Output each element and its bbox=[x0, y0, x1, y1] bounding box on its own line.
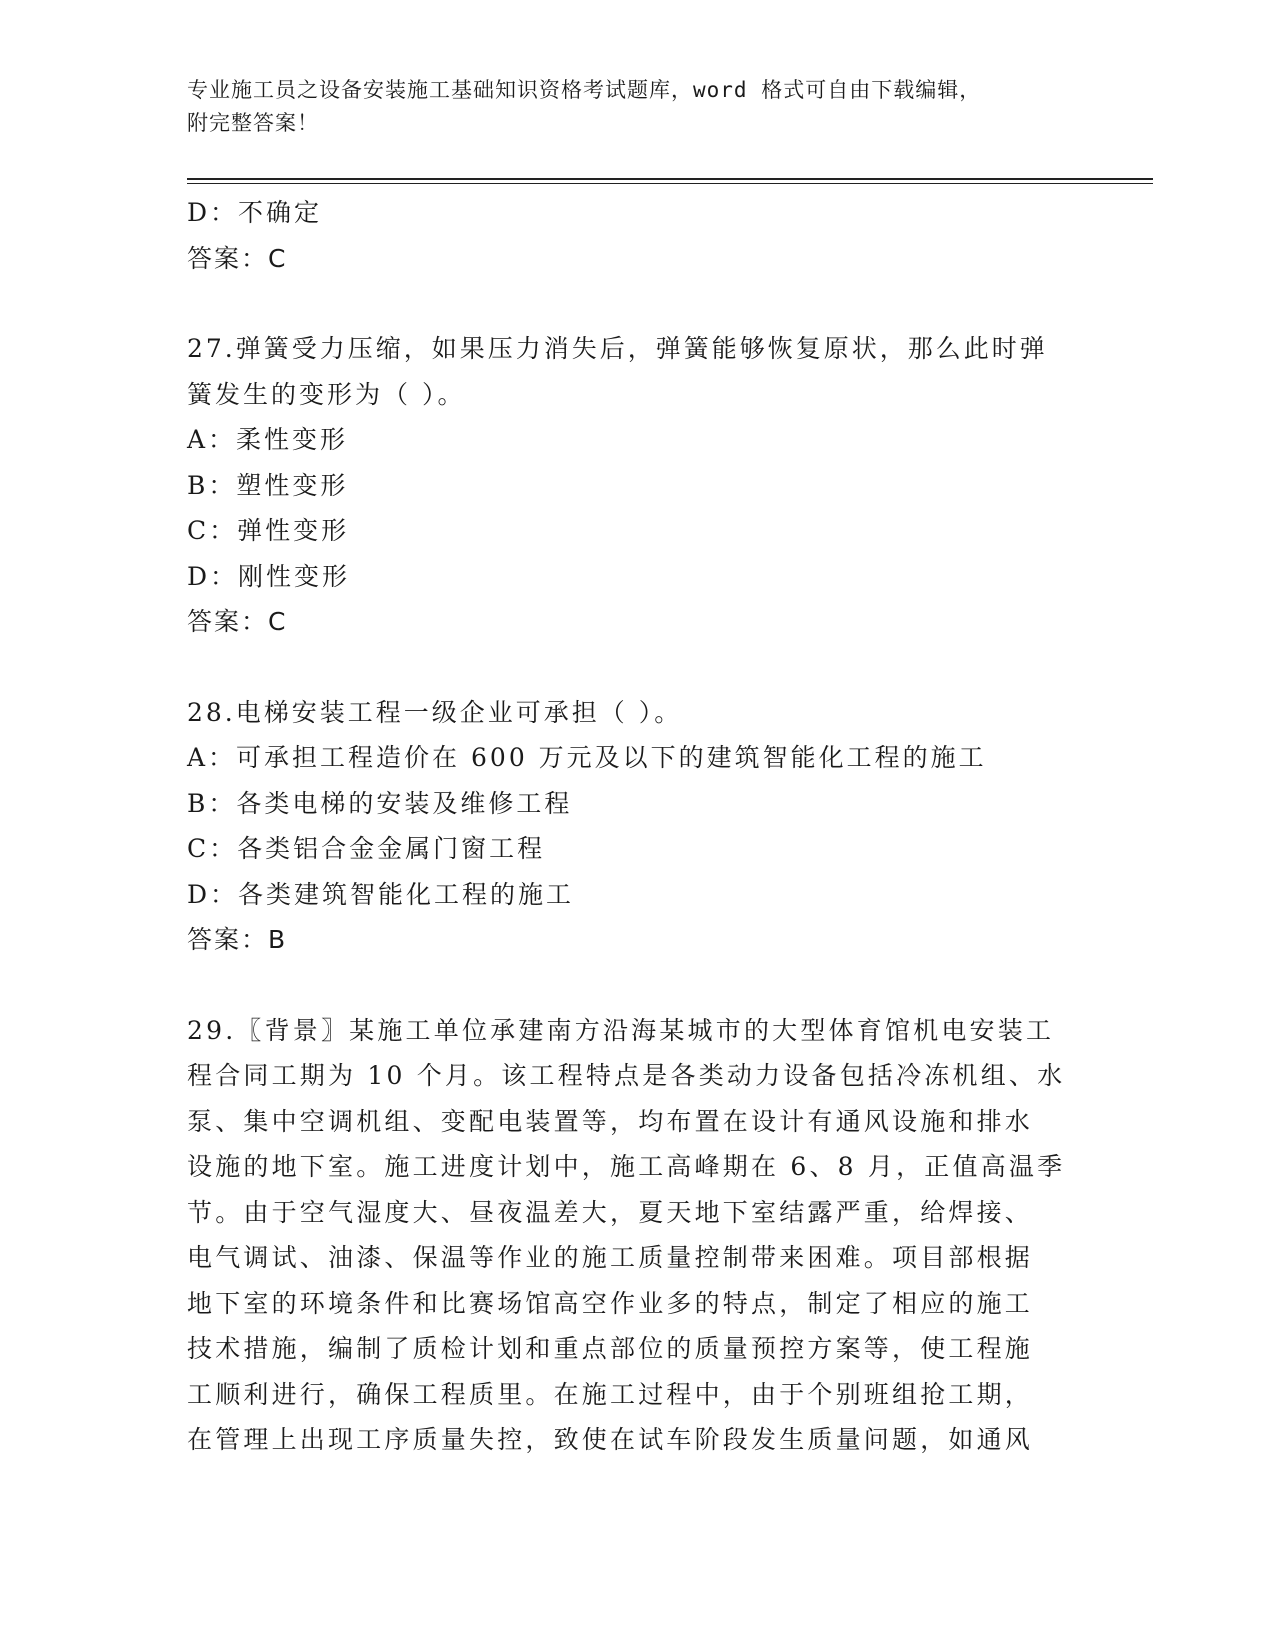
q27-answer: 答案：C bbox=[187, 607, 288, 636]
header-line-2: 附完整答案！ bbox=[187, 111, 319, 135]
q29-line-7: 地下室的环境条件和比赛场馆高空作业多的特点，制定了相应的施工 bbox=[187, 1288, 1034, 1318]
q29-line-2: 程合同工期为 10 个月。该工程特点是各类动力设备包括冷冻机组、水 bbox=[187, 1061, 1066, 1090]
q29-line-3: 泵、集中空调机组、变配电装置等，均布置在设计有通风设施和排水 bbox=[187, 1106, 1034, 1136]
q28-option-d: D：各类建筑智能化工程的施工 bbox=[187, 879, 575, 909]
q29-line-9: 工顺利进行，确保工程质里。在施工过程中，由于个别班组抢工期， bbox=[187, 1379, 1034, 1409]
header-line-1: 专业施工员之设备安装施工基础知识资格考试题库，word 格式可自由下载编辑， bbox=[187, 78, 982, 102]
q29-line-8: 技术措施，编制了质检计划和重点部位的质量预控方案等，使工程施 bbox=[187, 1334, 1034, 1363]
question-28 bbox=[187, 690, 1087, 963]
q28-answer: 答案：B bbox=[187, 925, 288, 954]
header-divider-thick bbox=[187, 178, 1153, 180]
spacer bbox=[187, 645, 1087, 690]
q29-line-1: 29.〖背景〗某施工单位承建南方沿海某城市的大型体育馆机电安装工 bbox=[187, 1015, 1055, 1045]
q27-stem-line-1: 27.弹簧受力压缩，如果压力消失后，弹簧能够恢复原状，那么此时弹 bbox=[187, 334, 1048, 363]
q29-line-10: 在管理上出现工序质量失控，致使在试车阶段发生质量问题，如通风 bbox=[187, 1425, 1034, 1454]
spacer bbox=[187, 281, 1087, 326]
question-26-tail bbox=[187, 190, 1087, 281]
question-27 bbox=[187, 326, 1087, 645]
q26-option-d: D：不确定 bbox=[187, 198, 323, 227]
q28-stem: 28.电梯安装工程一级企业可承担（ ）。 bbox=[187, 697, 683, 727]
question-content bbox=[187, 190, 1087, 1463]
q28-option-b: B：各类电梯的安装及维修工程 bbox=[187, 788, 573, 818]
q29-line-4: 设施的地下室。施工进度计划中，施工高峰期在 6、8 月，正值高温季 bbox=[187, 1152, 1066, 1181]
header-divider-thin bbox=[187, 183, 1153, 184]
q29-line-6: 电气调试、油漆、保温等作业的施工质量控制带来困难。项目部根据 bbox=[187, 1243, 1034, 1272]
q28-option-a: A：可承担工程造价在 600 万元及以下的建筑智能化工程的施工 bbox=[187, 743, 987, 772]
q27-option-c: C：弹性变形 bbox=[187, 516, 350, 545]
q27-stem-line-2: 簧发生的变形为（ ）。 bbox=[187, 379, 466, 409]
q29-line-5: 节。由于空气湿度大、昼夜温差大，夏天地下室结露严重，给焊接、 bbox=[187, 1197, 1034, 1227]
document-header bbox=[187, 74, 1067, 140]
q26-answer: 答案：C bbox=[187, 243, 288, 273]
q27-option-a: A：柔性变形 bbox=[187, 425, 349, 454]
question-29 bbox=[187, 1008, 1087, 1463]
q28-option-c: C：各类铝合金金属门窗工程 bbox=[187, 834, 546, 863]
q27-option-d: D：刚性变形 bbox=[187, 561, 351, 591]
q27-option-b: B：塑性变形 bbox=[187, 470, 349, 500]
spacer bbox=[187, 963, 1087, 1008]
